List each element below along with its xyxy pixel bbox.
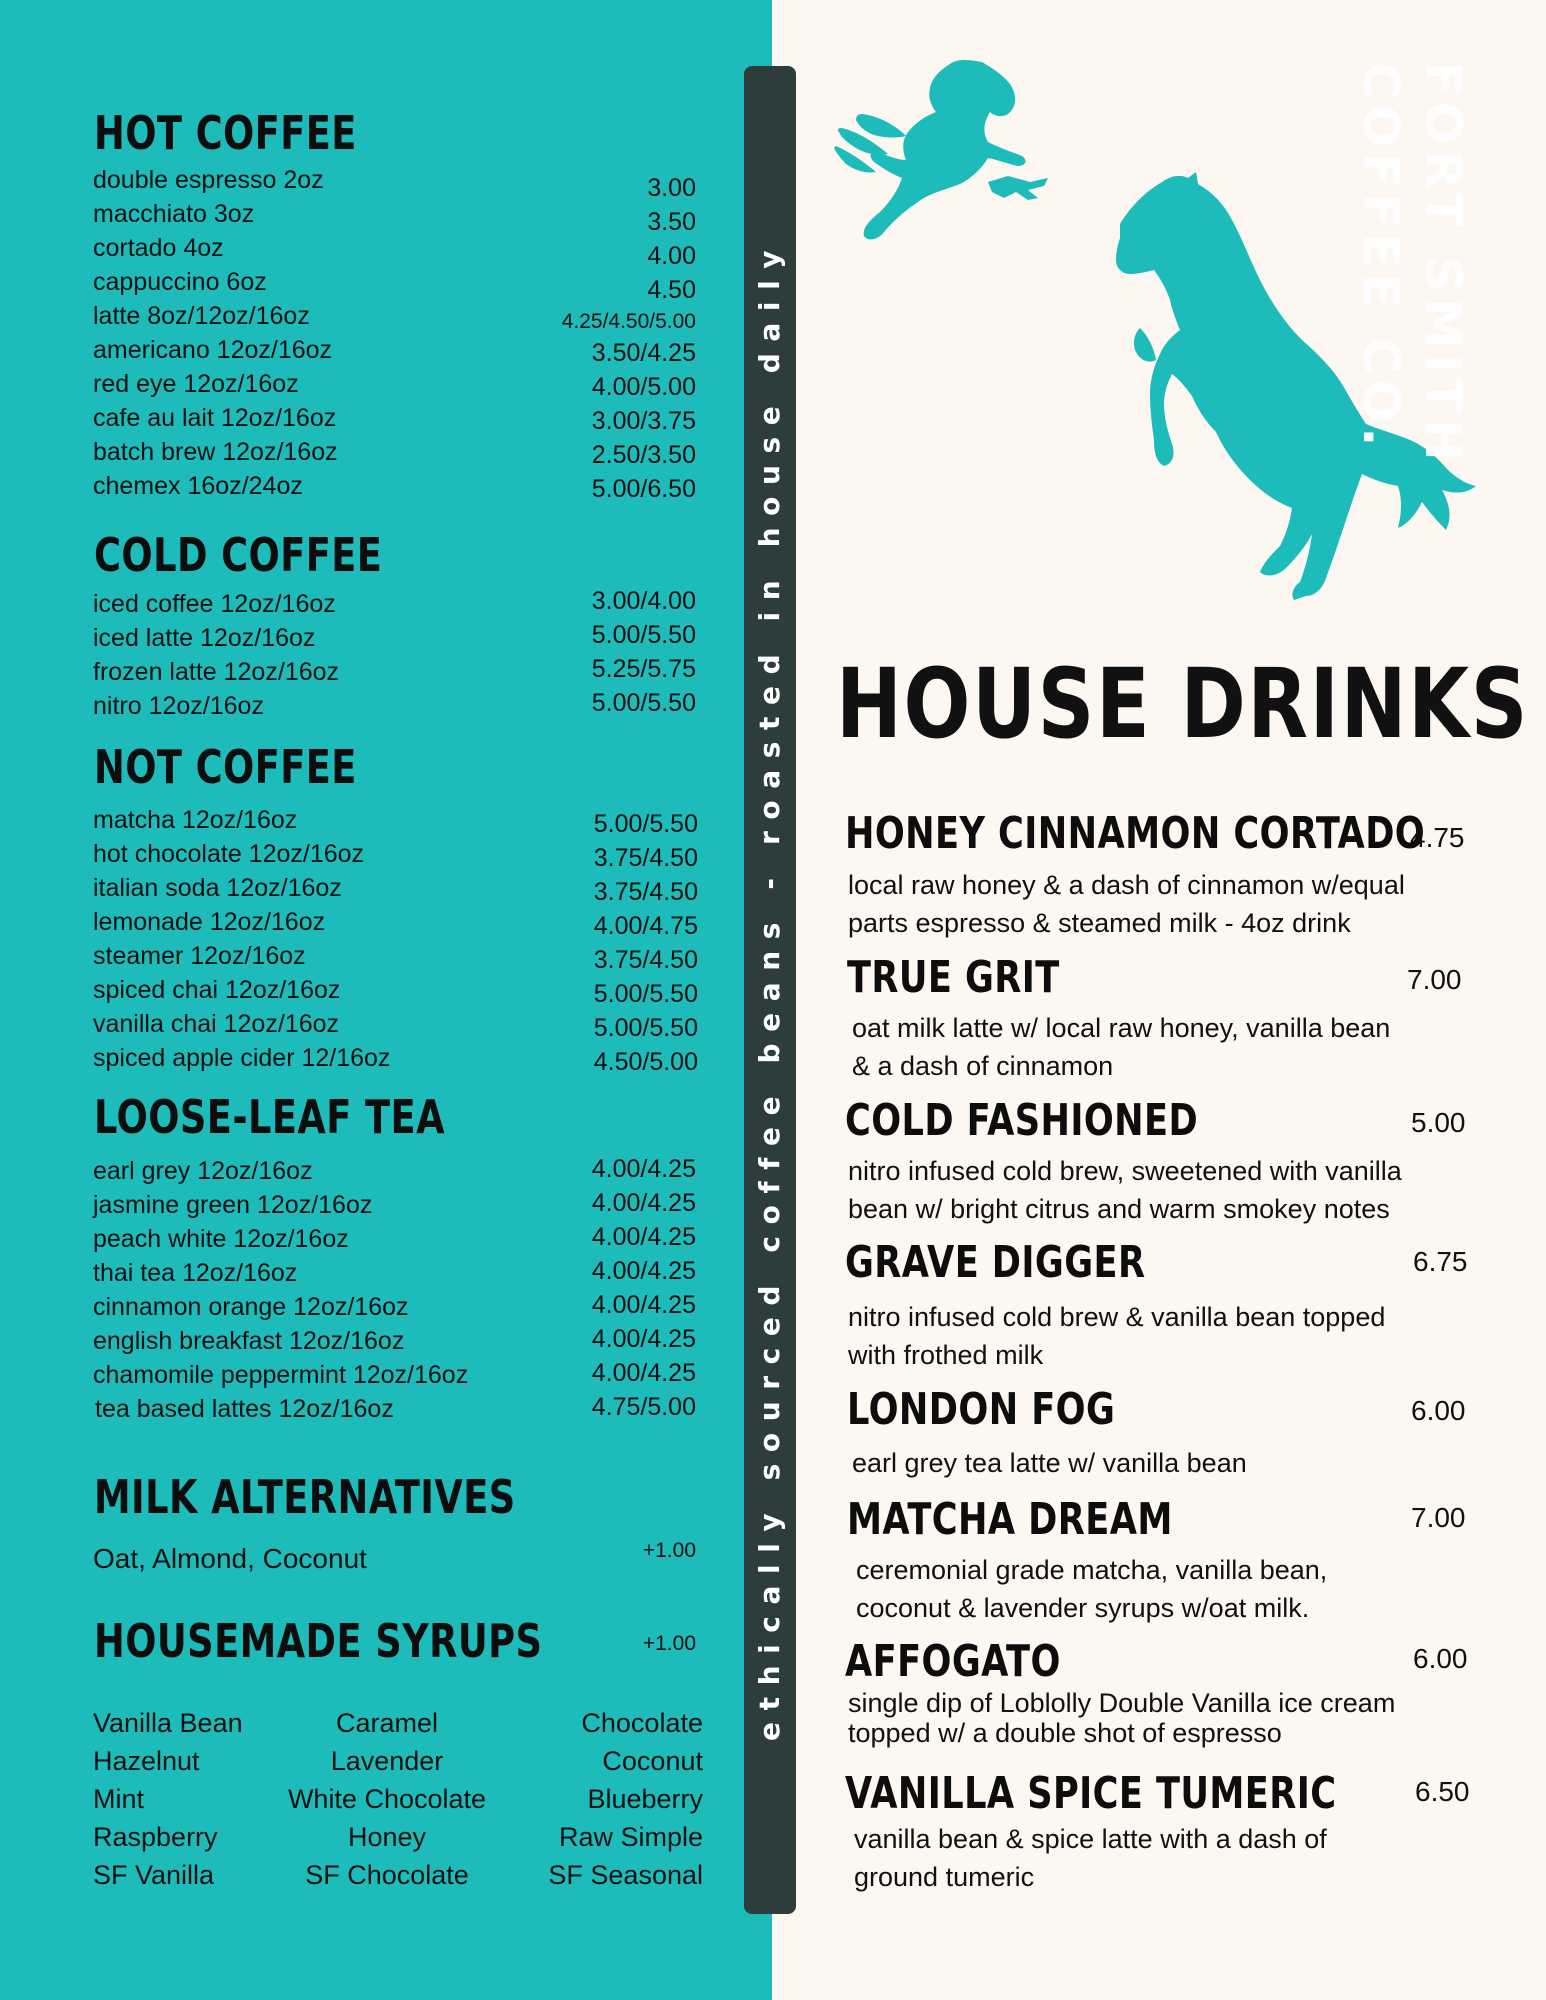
syrup-flavor: Honey	[347, 1822, 427, 1852]
drink-description: with frothed milk	[848, 1340, 1044, 1370]
menu-item-name: italian soda 12oz/16oz	[93, 874, 342, 902]
menu-item-name: earl grey 12oz/16oz	[93, 1157, 313, 1185]
drink-description: bean w/ bright citrus and warm smokey notes	[848, 1194, 1390, 1224]
menu-item-price: 3.00	[647, 174, 696, 202]
menu-item-name: peach white 12oz/16oz	[93, 1225, 349, 1253]
drink-price: 6.75	[1413, 1246, 1468, 1277]
menu-item-name: americano 12oz/16oz	[93, 336, 333, 364]
drink-price: 4.75	[1410, 822, 1465, 853]
menu-item-price: 4.50/5.00	[593, 1048, 698, 1076]
menu-item-name: steamer 12oz/16oz	[93, 942, 306, 970]
menu-item-price: 4.00/4.25	[591, 1325, 696, 1353]
menu-item-name: cafe au lait 12oz/16oz	[93, 404, 337, 432]
menu-item-name: spiced chai 12oz/16oz	[93, 976, 341, 1004]
menu-item-name: lemonade 12oz/16oz	[93, 908, 326, 936]
menu-item-price: 4.00/4.25	[591, 1223, 696, 1251]
menu-item-name: thai tea 12oz/16oz	[93, 1259, 298, 1287]
menu-item-name: nitro 12oz/16oz	[93, 692, 264, 720]
menu-item-name: spiced apple cider 12/16oz	[93, 1044, 391, 1072]
drink-description: nitro infused cold brew & vanilla bean topped	[848, 1302, 1386, 1332]
not-coffee-heading: NOT COFFEE	[94, 740, 357, 794]
syrup-flavor: Vanilla Bean	[93, 1708, 243, 1738]
menu-item-name: red eye 12oz/16oz	[93, 370, 299, 398]
syrup-flavor: Mint	[93, 1784, 145, 1814]
menu-item-name: double espresso 2oz	[93, 166, 324, 194]
drink-name: MATCHA DREAM	[847, 1494, 1173, 1545]
brand-line-2: COFFEE CO.	[1352, 62, 1410, 453]
milk-alternatives-options: Oat, Almond, Coconut	[93, 1543, 367, 1574]
menu-item-name: hot chocolate 12oz/16oz	[93, 840, 365, 868]
menu-item-name: iced latte 12oz/16oz	[93, 624, 316, 652]
drink-description: local raw honey & a dash of cinnamon w/equal	[848, 870, 1405, 900]
drink-name: VANILLA SPICE TUMERIC	[845, 1768, 1337, 1819]
drink-description: topped w/ a double shot of espresso	[848, 1718, 1282, 1748]
drink-price: 7.00	[1407, 964, 1462, 995]
syrup-flavor: Coconut	[602, 1746, 703, 1776]
drink-name: GRAVE DIGGER	[845, 1237, 1146, 1288]
menu-item-price: 4.25/4.50/5.00	[561, 310, 696, 333]
syrup-flavor: Chocolate	[581, 1708, 703, 1738]
menu-item-name: chemex 16oz/24oz	[93, 472, 303, 500]
menu-item-name: matcha 12oz/16oz	[93, 806, 298, 834]
drink-name: LONDON FOG	[847, 1384, 1116, 1435]
drink-description: single dip of Loblolly Double Vanilla ice cream	[848, 1688, 1396, 1718]
drink-description: ground tumeric	[854, 1862, 1035, 1892]
menu-item-name: cappuccino 6oz	[93, 268, 267, 296]
menu-item-price: 4.00/5.00	[591, 373, 696, 401]
syrup-flavor: Lavender	[330, 1746, 444, 1776]
tagline-text: ethically sourced coffee beans - roasted in house daily	[753, 238, 786, 1742]
menu-item-price: 5.25/5.75	[591, 655, 696, 683]
menu-item-price: 4.00/4.25	[591, 1189, 696, 1217]
menu-item-price: 4.00/4.25	[591, 1257, 696, 1285]
drink-description: ceremonial grade matcha, vanilla bean,	[856, 1555, 1328, 1585]
menu-item-name: cinnamon orange 12oz/16oz	[93, 1293, 409, 1321]
menu-item-price: 5.00/6.50	[591, 475, 696, 503]
menu-item-name: chamomile peppermint 12oz/16oz	[93, 1361, 469, 1389]
menu-item-price: 4.75/5.00	[591, 1393, 696, 1421]
syrup-flavor: White Chocolate	[287, 1784, 487, 1814]
menu-item-price: 2.50/3.50	[591, 441, 696, 469]
loose-leaf-tea-heading: LOOSE-LEAF TEA	[94, 1090, 445, 1144]
drink-price: 5.00	[1411, 1107, 1466, 1138]
menu-item-name: frozen latte 12oz/16oz	[93, 658, 339, 686]
drink-price: 7.00	[1411, 1502, 1466, 1533]
drink-name: HONEY CINNAMON CORTADO	[845, 808, 1426, 859]
syrup-flavor: Caramel	[335, 1708, 439, 1738]
syrup-flavor: Raspberry	[93, 1822, 218, 1852]
menu-item-price: 4.50	[647, 276, 696, 304]
syrup-flavor: Blueberry	[587, 1784, 703, 1814]
drink-name: COLD FASHIONED	[845, 1095, 1199, 1146]
menu-item-name: vanilla chai 12oz/16oz	[93, 1010, 339, 1038]
drink-description: coconut & lavender syrups w/oat milk.	[856, 1593, 1310, 1623]
drink-description: & a dash of cinnamon	[852, 1051, 1114, 1081]
drink-description: vanilla bean & spice latte with a dash of	[854, 1824, 1327, 1854]
drink-name: AFFOGATO	[845, 1636, 1061, 1687]
syrup-flavor: Hazelnut	[93, 1746, 200, 1776]
menu-item-price: 4.00/4.25	[591, 1155, 696, 1183]
menu-item-name: latte 8oz/12oz/16oz	[93, 302, 310, 330]
menu-item-price: 3.00/4.00	[591, 587, 696, 615]
menu-item-price: 4.00/4.25	[591, 1359, 696, 1387]
housemade-syrups-heading: HOUSEMADE SYRUPS	[94, 1614, 543, 1668]
syrup-flavor: SF Vanilla	[93, 1860, 215, 1890]
drink-price: 6.00	[1411, 1395, 1466, 1426]
menu-item-name: jasmine green 12oz/16oz	[93, 1191, 373, 1219]
hot-coffee-heading: HOT COFFEE	[94, 106, 357, 160]
menu-item-name: batch brew 12oz/16oz	[93, 438, 338, 466]
menu-item-name: tea based lattes 12oz/16oz	[95, 1395, 394, 1423]
menu-item-price: 5.00/5.50	[593, 1014, 698, 1042]
menu-item-price: 4.00/4.75	[593, 912, 698, 940]
menu-item-price: 3.00/3.75	[591, 407, 696, 435]
menu-item-price: 3.75/4.50	[593, 878, 698, 906]
syrup-flavor: SF Chocolate	[305, 1860, 469, 1890]
menu-item-name: english breakfast 12oz/16oz	[93, 1327, 405, 1355]
drink-name: TRUE GRIT	[847, 952, 1060, 1003]
menu-item-price: 5.00/5.50	[591, 689, 696, 717]
drink-description: earl grey tea latte w/ vanilla bean	[852, 1448, 1247, 1478]
brand-logo-text	[1350, 62, 1474, 467]
drink-description: oat milk latte w/ local raw honey, vanilla bean	[852, 1013, 1391, 1043]
menu-item-price: 3.50/4.25	[591, 339, 696, 367]
menu-item-price: 3.50	[647, 208, 696, 236]
housemade-syrups-price: +1.00	[642, 1632, 696, 1655]
syrup-flavor: Raw Simple	[558, 1822, 703, 1852]
menu-item-name: cortado 4oz	[93, 234, 224, 262]
syrup-flavor: SF Seasonal	[548, 1860, 703, 1890]
menu-item-price: 4.00/4.25	[591, 1291, 696, 1319]
menu-item-name: macchiato 3oz	[93, 200, 255, 228]
cold-coffee-heading: COLD COFFEE	[94, 528, 383, 582]
menu-item-price: 5.00/5.50	[593, 810, 698, 838]
milk-alternatives-price: +1.00	[642, 1539, 696, 1562]
drink-price: 6.50	[1415, 1776, 1470, 1807]
drink-price: 6.00	[1413, 1643, 1468, 1674]
drink-description: parts espresso & steamed milk - 4oz drink	[848, 908, 1351, 938]
milk-alternatives-heading: MILK ALTERNATIVES	[94, 1470, 516, 1524]
drink-description: nitro infused cold brew, sweetened with vanilla	[848, 1156, 1402, 1186]
house-drinks-title: HOUSE DRINKS	[836, 648, 1530, 760]
menu-item-price: 3.75/4.50	[593, 844, 698, 872]
menu-item-price: 5.00/5.50	[593, 980, 698, 1008]
eagle-with-branch-icon	[832, 56, 1068, 256]
brand-line-1: FORT SMITH	[1414, 62, 1472, 467]
menu-item-price: 3.75/4.50	[593, 946, 698, 974]
menu-item-name: iced coffee 12oz/16oz	[93, 590, 336, 618]
menu-item-price: 4.00	[647, 242, 696, 270]
menu-item-price: 5.00/5.50	[591, 621, 696, 649]
